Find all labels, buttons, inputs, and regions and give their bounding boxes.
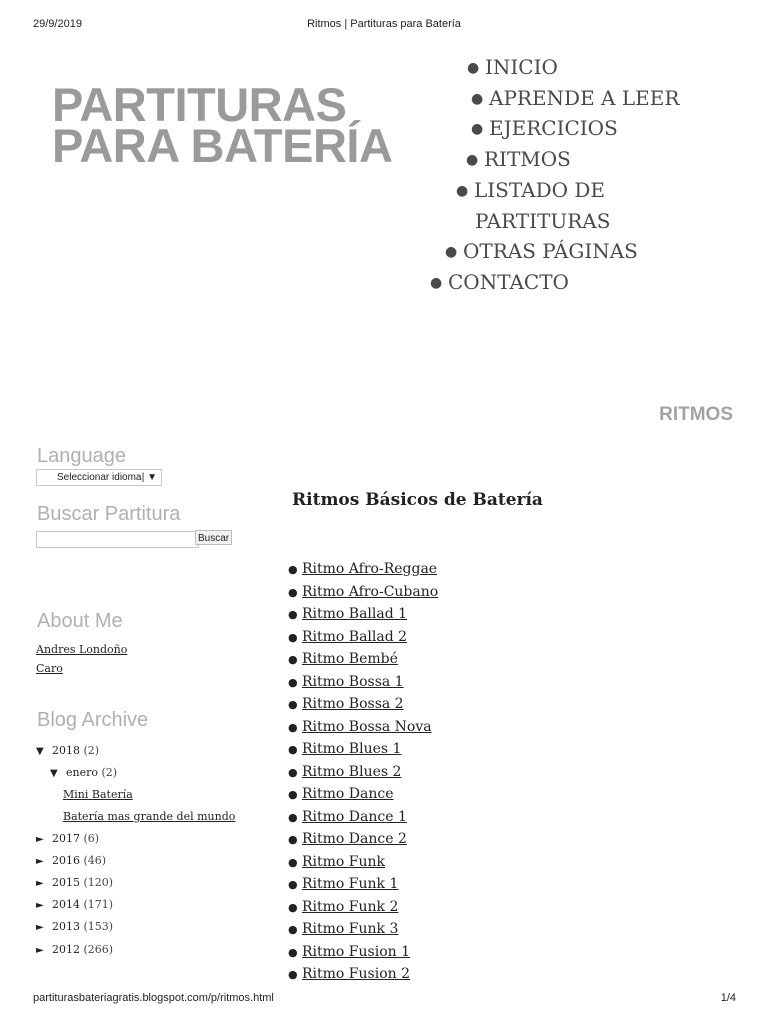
nav-item-inicio[interactable] bbox=[467, 55, 558, 79]
list-item bbox=[288, 626, 438, 649]
ritmo-link[interactable]: Ritmo Funk 1 bbox=[302, 876, 399, 892]
about-widget-title: About Me bbox=[37, 610, 123, 632]
site-title-line2: PARA BATERÍA bbox=[52, 119, 393, 172]
list-item bbox=[288, 648, 438, 671]
print-page-number: 1/4 bbox=[720, 992, 736, 1004]
toggle-collapsed-icon[interactable]: ► bbox=[36, 878, 44, 889]
list-item bbox=[288, 873, 438, 896]
ritmo-link[interactable]: Ritmo Afro-Reggae bbox=[302, 561, 438, 577]
ritmo-link[interactable]: Ritmo Blues 2 bbox=[302, 763, 402, 780]
nav-item-label: OTRAS PÁGINAS bbox=[463, 239, 638, 263]
bullet-icon: ● bbox=[288, 630, 298, 644]
site-title-line1: PARTITURAS bbox=[52, 78, 347, 131]
ritmo-link[interactable]: Ritmo Dance bbox=[302, 786, 394, 802]
list-item bbox=[288, 581, 438, 604]
bullet-icon: ● bbox=[288, 833, 298, 846]
ritmo-link[interactable]: Ritmo Bossa 1 bbox=[302, 673, 404, 690]
bullet-icon: ● bbox=[445, 244, 458, 260]
list-item bbox=[288, 671, 438, 694]
page-heading: RITMOS bbox=[659, 404, 733, 425]
list-item bbox=[288, 963, 438, 986]
bullet-icon: ● bbox=[430, 275, 443, 291]
ritmo-link[interactable]: Ritmo Funk 2 bbox=[302, 898, 399, 915]
ritmo-link[interactable]: Ritmo Bembé bbox=[302, 651, 398, 667]
list-item bbox=[288, 851, 438, 874]
language-select-value: Seleccionar idioma bbox=[57, 472, 142, 483]
archive-count: (2) bbox=[83, 744, 100, 757]
list-item bbox=[288, 806, 438, 829]
bullet-icon: ● bbox=[288, 608, 298, 621]
archive-widget-title: Blog Archive bbox=[37, 709, 149, 731]
archive-post-link[interactable]: Batería mas grande del mundo bbox=[63, 810, 236, 823]
bullet-icon: ● bbox=[471, 91, 484, 107]
archive-year-2015[interactable] bbox=[36, 876, 113, 889]
bullet-icon: ● bbox=[466, 152, 479, 168]
ritmo-link[interactable]: Ritmo Ballad 2 bbox=[302, 628, 408, 645]
nav-item-label: PARTITURAS bbox=[475, 209, 611, 233]
bullet-icon: ● bbox=[288, 563, 298, 576]
archive-count: (120) bbox=[83, 876, 114, 889]
archive-month-enero[interactable] bbox=[50, 766, 117, 779]
ritmo-link[interactable]: Ritmo Blues 1 bbox=[302, 741, 402, 757]
archive-year-label: 2017 bbox=[52, 832, 80, 845]
ritmo-link[interactable]: Ritmo Bossa 2 bbox=[302, 696, 404, 712]
nav-item-label: CONTACTO bbox=[448, 270, 569, 294]
toggle-collapsed-icon[interactable]: ► bbox=[36, 922, 44, 933]
nav-item-label: LISTADO DE bbox=[474, 178, 605, 202]
bullet-icon: ● bbox=[288, 765, 298, 779]
bullet-icon: ● bbox=[288, 653, 298, 666]
bullet-icon: ● bbox=[288, 855, 298, 869]
bullet-icon: ● bbox=[288, 945, 298, 959]
print-date: 29/9/2019 bbox=[33, 18, 82, 30]
nav-item-label: APRENDE A LEER bbox=[489, 86, 680, 110]
bullet-icon: ● bbox=[471, 121, 484, 137]
search-input[interactable] bbox=[36, 531, 199, 548]
bullet-icon: ● bbox=[288, 900, 298, 914]
nav-item-label: INICIO bbox=[485, 55, 558, 79]
list-item bbox=[288, 828, 438, 851]
toggle-expanded-icon[interactable]: ▼ bbox=[36, 746, 44, 757]
search-button[interactable]: Buscar bbox=[195, 530, 232, 545]
archive-year-label: 2015 bbox=[52, 876, 80, 889]
nav-item-listado-de-partituras[interactable] bbox=[456, 178, 605, 202]
ritmo-link[interactable]: Ritmo Dance 2 bbox=[302, 831, 407, 847]
ritmo-link[interactable]: Ritmo Dance 1 bbox=[302, 808, 407, 825]
about-link-caro[interactable]: Caro bbox=[36, 662, 63, 675]
archive-count: (46) bbox=[83, 854, 107, 867]
list-item bbox=[288, 783, 438, 806]
search-widget-title: Buscar Partitura bbox=[37, 503, 181, 525]
nav-item-aprende-a-leer[interactable] bbox=[471, 86, 679, 110]
bullet-icon: ● bbox=[288, 720, 298, 734]
bullet-icon: ● bbox=[288, 698, 298, 711]
archive-count: (266) bbox=[83, 943, 114, 956]
list-item bbox=[288, 558, 438, 581]
list-item bbox=[288, 603, 438, 626]
list-item bbox=[288, 761, 438, 784]
archive-month-label: enero bbox=[66, 766, 98, 779]
language-widget-title: Language bbox=[37, 445, 126, 467]
nav-item-otras-paginas[interactable] bbox=[445, 239, 638, 263]
archive-year-2016[interactable] bbox=[36, 854, 106, 867]
archive-year-label: 2016 bbox=[52, 854, 80, 867]
bullet-icon: ● bbox=[288, 585, 298, 599]
print-page-title: Ritmos | Partituras para Batería bbox=[307, 18, 461, 30]
toggle-collapsed-icon[interactable]: ► bbox=[36, 856, 44, 867]
post-title: Ritmos Básicos de Batería bbox=[292, 490, 543, 510]
list-item bbox=[288, 941, 438, 964]
ritmo-link[interactable]: Ritmo Afro-Cubano bbox=[302, 583, 439, 600]
list-item bbox=[288, 896, 438, 919]
list-item bbox=[288, 693, 438, 716]
language-select[interactable] bbox=[36, 469, 162, 486]
ritmo-link[interactable]: Ritmo Fusion 1 bbox=[302, 943, 410, 960]
archive-year-2018[interactable] bbox=[36, 744, 99, 757]
bullet-icon: ● bbox=[288, 788, 298, 801]
archive-post-link[interactable]: Mini Batería bbox=[63, 788, 133, 801]
print-url: partiturasbateriagratis.blogspot.com/p/ritmos.html bbox=[33, 992, 274, 1004]
archive-count: (171) bbox=[83, 898, 114, 911]
site-title[interactable] bbox=[52, 78, 393, 172]
archive-year-2017[interactable] bbox=[36, 832, 99, 845]
toggle-collapsed-icon[interactable]: ► bbox=[36, 945, 44, 956]
ritmos-link-list bbox=[288, 558, 438, 986]
bullet-icon: ● bbox=[288, 923, 298, 936]
archive-year-label: 2013 bbox=[52, 920, 80, 933]
archive-count: (6) bbox=[83, 832, 100, 845]
ritmo-link[interactable]: Ritmo Funk 3 bbox=[302, 921, 399, 937]
archive-count: (2) bbox=[101, 766, 118, 779]
nav-item-label: RITMOS bbox=[484, 147, 571, 171]
nav-item-label: EJERCICIOS bbox=[489, 116, 618, 140]
archive-year-2013[interactable] bbox=[36, 920, 113, 933]
nav-item-ritmos[interactable] bbox=[466, 147, 571, 171]
list-item bbox=[288, 716, 438, 739]
dropdown-arrow-icon: | ▼ bbox=[141, 472, 157, 483]
nav-item-listado-de-partituras-cont[interactable] bbox=[475, 209, 610, 233]
archive-year-2012[interactable] bbox=[36, 943, 113, 956]
list-item bbox=[288, 918, 438, 941]
bullet-icon: ● bbox=[456, 183, 469, 199]
bullet-icon: ● bbox=[288, 743, 298, 756]
ritmo-link[interactable]: Ritmo Funk bbox=[302, 853, 386, 870]
bullet-icon: ● bbox=[288, 810, 298, 824]
archive-year-label: 2018 bbox=[52, 744, 80, 757]
bullet-icon: ● bbox=[288, 878, 298, 891]
list-item bbox=[288, 738, 438, 761]
toggle-expanded-icon[interactable]: ▼ bbox=[50, 768, 58, 779]
nav-item-ejercicios[interactable] bbox=[471, 116, 618, 140]
bullet-icon: ● bbox=[467, 60, 480, 76]
ritmo-link[interactable]: Ritmo Fusion 2 bbox=[302, 966, 410, 982]
archive-year-label: 2014 bbox=[52, 898, 80, 911]
archive-count: (153) bbox=[83, 920, 114, 933]
about-link-andres[interactable]: Andres Londoño bbox=[36, 643, 128, 656]
toggle-collapsed-icon[interactable]: ► bbox=[36, 900, 44, 911]
ritmo-link[interactable]: Ritmo Bossa Nova bbox=[302, 718, 432, 735]
archive-year-label: 2012 bbox=[52, 943, 80, 956]
bullet-icon: ● bbox=[288, 675, 298, 689]
toggle-collapsed-icon[interactable]: ► bbox=[36, 834, 44, 845]
archive-year-2014[interactable] bbox=[36, 898, 113, 911]
nav-item-contacto[interactable] bbox=[430, 270, 569, 294]
bullet-icon: ● bbox=[288, 968, 298, 981]
ritmo-link[interactable]: Ritmo Ballad 1 bbox=[302, 606, 408, 622]
